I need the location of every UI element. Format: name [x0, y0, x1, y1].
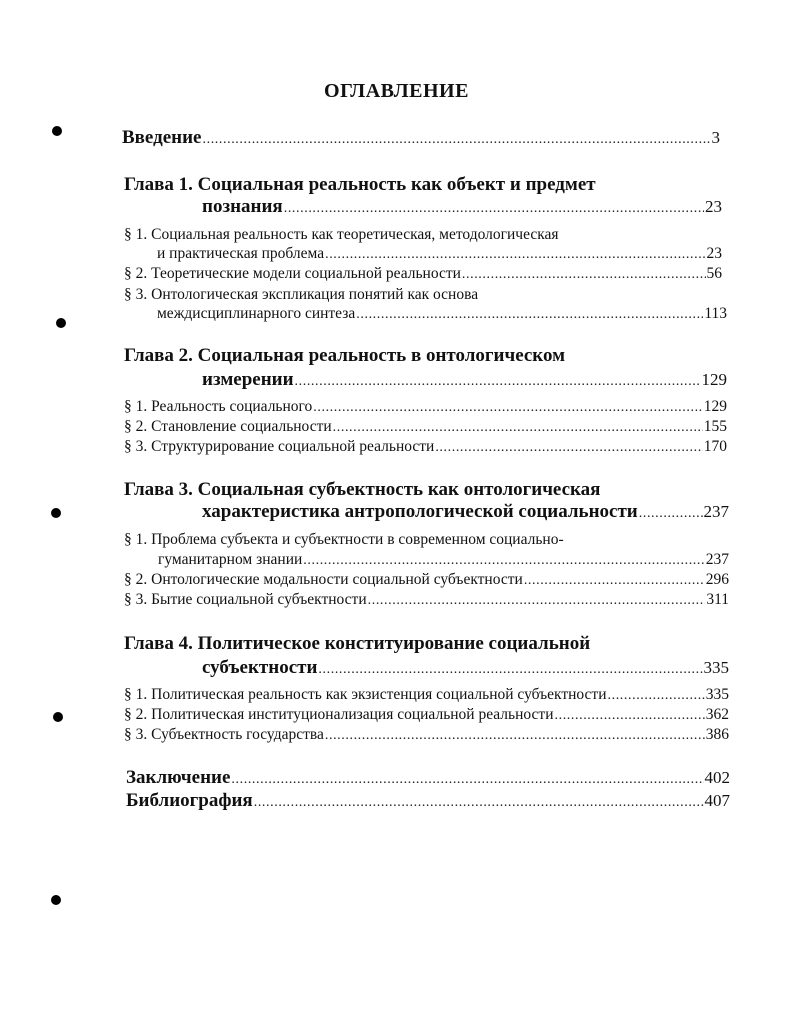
entry-label: § 2. Становление социальности [124, 418, 332, 435]
page-number: 407 [704, 791, 730, 810]
entry-label: § 3. Бытие социальной субъектности [124, 591, 367, 608]
binding-hole-mark [52, 126, 62, 136]
page-number: 129 [703, 398, 727, 415]
page-number: 362 [705, 706, 729, 723]
toc-entry-chapter-3[interactable] [202, 501, 729, 523]
entry-label: гуманитарном знании [158, 551, 303, 568]
dot-leader [325, 728, 705, 744]
page-number: 23 [706, 245, 722, 262]
entry-label: Введение [122, 127, 202, 148]
toc-entry-section[interactable] [124, 438, 727, 456]
entry-label: субъектности [202, 657, 318, 678]
entry-label: и практическая проблема [157, 245, 325, 262]
dot-leader [639, 506, 703, 522]
toc-entry-chapter-1[interactable] [202, 196, 722, 218]
toc-entry-section[interactable] [124, 571, 729, 589]
dot-leader [203, 132, 711, 148]
page-number: 402 [704, 768, 730, 787]
entry-label: § 2. Политическая институционализация социальной реальности [124, 706, 554, 723]
page-number: 335 [703, 658, 729, 677]
entry-label: познания [202, 196, 283, 217]
chapter-heading: Глава 1. Социальная реальность как объект и предмет [124, 174, 596, 195]
dot-leader [435, 440, 702, 456]
entry-label: § 3. Субъектность государства [124, 726, 324, 743]
dot-leader [231, 772, 703, 788]
binding-hole-mark [51, 895, 61, 905]
page-number: 3 [711, 128, 720, 147]
dot-leader [254, 795, 704, 811]
page-number: 237 [705, 551, 729, 568]
chapter-heading: Глава 2. Социальная реальность в онтологическом [124, 345, 566, 366]
toc-entry-chapter-2[interactable] [202, 369, 727, 391]
entry-label: характеристика антропологической социальности [202, 501, 638, 522]
page-title: ОГЛАВЛЕНИЕ [324, 80, 469, 102]
page-number: 56 [706, 265, 722, 282]
dot-leader [368, 593, 706, 609]
dot-leader [325, 247, 705, 263]
section-heading: § 1. Социальная реальность как теоретическая, методологическая [124, 226, 559, 243]
page-number: 170 [703, 438, 727, 455]
entry-label: измерении [202, 369, 294, 390]
dot-leader [608, 688, 705, 704]
page-number: 129 [701, 370, 727, 389]
toc-entry-bibliography[interactable] [126, 790, 730, 812]
entry-label: § 2. Теоретические модели социальной реальности [124, 265, 461, 282]
toc-entry-section[interactable] [124, 265, 722, 283]
dot-leader [313, 400, 702, 416]
toc-entry-conclusion[interactable] [126, 767, 730, 789]
toc-entry-section[interactable] [124, 706, 729, 724]
dot-leader [524, 573, 705, 589]
dot-leader [356, 307, 703, 323]
entry-label: Заключение [126, 767, 231, 788]
toc-entry-section[interactable] [124, 726, 729, 744]
page-number: 155 [703, 418, 727, 435]
entry-label: § 1. Реальность социального [124, 398, 313, 415]
section-heading: § 1. Проблема субъекта и субъектности в современном социально- [124, 531, 564, 548]
toc-entry-section[interactable] [124, 591, 729, 609]
page-number: 296 [705, 571, 729, 588]
binding-hole-mark [53, 712, 63, 722]
page-number: 335 [705, 686, 729, 703]
dot-leader [295, 374, 701, 390]
entry-label: междисциплинарного синтеза [157, 305, 356, 322]
dot-leader [462, 267, 706, 283]
dot-leader [284, 201, 704, 217]
toc-entry-section[interactable] [157, 245, 722, 263]
toc-entry-chapter-4[interactable] [202, 657, 729, 679]
toc-entry-section[interactable] [124, 686, 729, 704]
toc-entry-introduction[interactable] [122, 127, 720, 149]
page-number: 237 [703, 502, 729, 521]
chapter-heading: Глава 4. Политическое конституирование социальной [124, 633, 591, 654]
entry-label: § 3. Структурирование социальной реальности [124, 438, 435, 455]
page-number: 311 [706, 591, 729, 608]
dot-leader [333, 420, 703, 436]
dot-leader [318, 662, 702, 678]
entry-label: § 2. Онтологические модальности социальной субъектности [124, 571, 523, 588]
dot-leader [303, 553, 704, 569]
page-number: 113 [704, 305, 727, 322]
page-number: 386 [705, 726, 729, 743]
section-heading: § 3. Онтологическая экспликация понятий как основа [124, 286, 479, 303]
dot-leader [555, 708, 705, 724]
toc-entry-section[interactable] [124, 398, 727, 416]
entry-label: Библиография [126, 790, 253, 811]
toc-entry-section[interactable] [157, 305, 727, 323]
toc-entry-section[interactable] [158, 551, 729, 569]
binding-hole-mark [51, 508, 61, 518]
page-number: 23 [705, 197, 722, 216]
binding-hole-mark [56, 318, 66, 328]
chapter-heading: Глава 3. Социальная субъектность как онтологическая [124, 479, 601, 500]
entry-label: § 1. Политическая реальность как экзистенция социальной субъектности [124, 686, 607, 703]
toc-entry-section[interactable] [124, 418, 727, 436]
